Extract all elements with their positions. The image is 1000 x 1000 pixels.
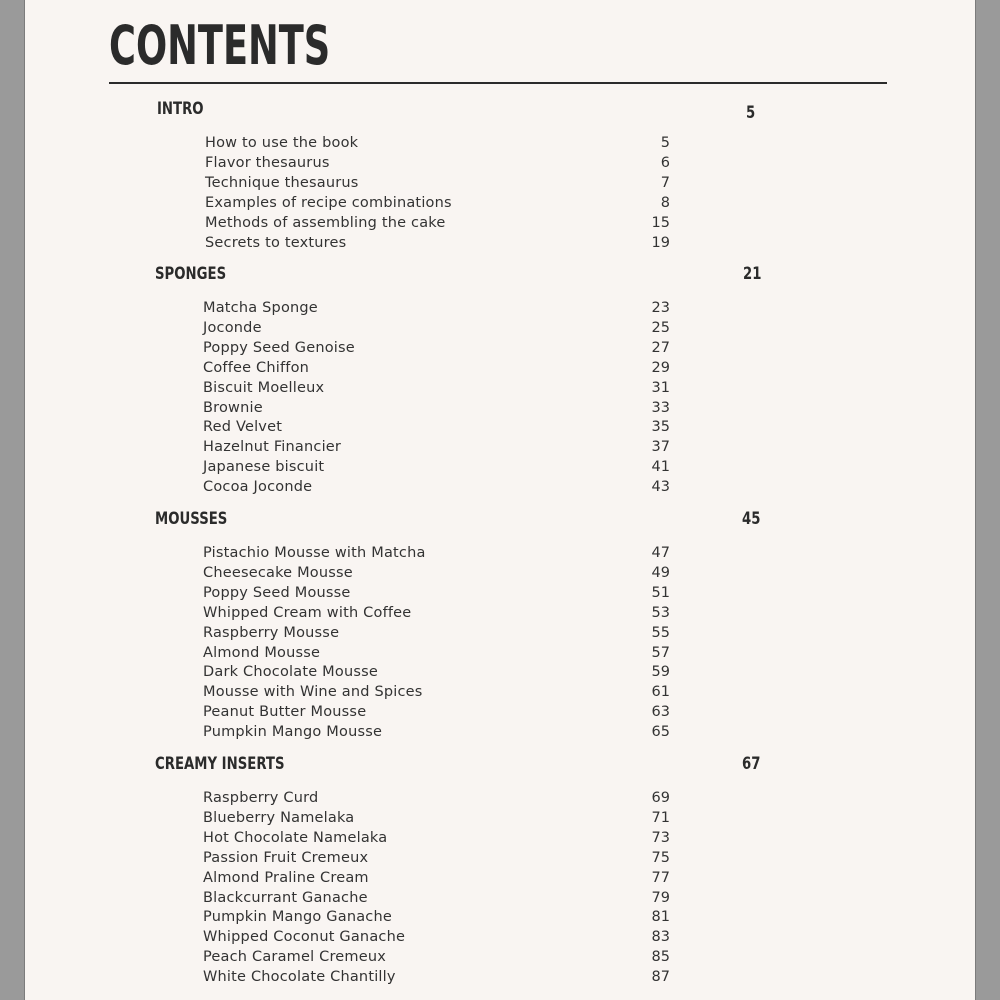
toc-entry-page-number: 25 (651, 319, 670, 336)
toc-entry-title: Dark Chocolate Mousse (203, 664, 378, 681)
toc-entry (203, 662, 670, 682)
toc-entry-page-number: 8 (660, 194, 670, 211)
toc-entry (203, 338, 670, 358)
toc-entry-page-number: 7 (660, 174, 670, 191)
toc-entry-title: Passion Fruit Cremeux (203, 849, 369, 866)
toc-entry-page-number: 23 (651, 300, 670, 316)
toc-entry (203, 888, 670, 908)
toc-entry-title: Raspberry Mousse (203, 624, 340, 641)
toc-entry-page-number: 75 (651, 849, 670, 866)
toc-entry-title: Japanese biscuit (203, 459, 325, 476)
toc-entry (203, 543, 670, 563)
toc-entry-page-number: 31 (651, 379, 670, 396)
toc-entry-title: Whipped Cream with Coffee (203, 604, 412, 621)
toc-entry (205, 213, 670, 233)
toc-entry (205, 153, 670, 173)
toc-entry-page-number: 49 (651, 564, 670, 581)
toc-entry-title: Examples of recipe combinations (205, 194, 452, 211)
toc-entry-title: Almond Praline Cream (203, 869, 369, 886)
toc-entry-page-number: 63 (651, 704, 670, 721)
toc-entry-page-number: 29 (651, 359, 670, 376)
section-heading-intro: INTRO (157, 99, 204, 119)
toc-entry-page-number: 57 (651, 644, 670, 661)
toc-entry-title: Pumpkin Mango Ganache (203, 909, 392, 926)
toc-entry-page-number: 55 (651, 624, 670, 641)
toc-entry-page-number: 41 (651, 459, 670, 476)
toc-entry-page-number: 51 (651, 584, 670, 601)
toc-entry-page-number: 71 (651, 809, 670, 826)
toc-entry-title: Peanut Butter Mousse (203, 704, 367, 721)
toc-entry-title: Coffee Chiffon (203, 359, 310, 376)
toc-entry (203, 358, 670, 378)
toc-entry (203, 947, 670, 967)
toc-entry-title: Cheesecake Mousse (203, 564, 353, 581)
toc-entry-title: Almond Mousse (203, 644, 321, 661)
toc-entry-page-number: 35 (651, 419, 670, 436)
toc-entry-title: Brownie (203, 399, 263, 416)
toc-entry-page-number: 15 (651, 214, 670, 231)
section-page-number-sponges: 21 (743, 264, 762, 284)
toc-entry-page-number: 69 (651, 790, 670, 806)
toc-entry-page-number: 65 (651, 724, 670, 741)
toc-entry (205, 233, 670, 253)
toc-entry-title: Blueberry Namelaka (203, 809, 355, 826)
toc-entry-title: How to use the book (205, 135, 359, 151)
section-page-number-creamy-inserts: 67 (742, 754, 761, 774)
toc-entry (203, 563, 670, 583)
toc-entry (203, 378, 670, 398)
toc-entry (203, 828, 670, 848)
toc-entry (203, 623, 670, 643)
toc-entry (203, 437, 670, 457)
toc-entry-page-number: 33 (651, 399, 670, 416)
toc-entry (203, 682, 670, 702)
toc-entry-page-number: 83 (651, 929, 670, 946)
toc-entry (203, 722, 670, 742)
toc-entry (203, 398, 670, 418)
toc-entry-page-number: 73 (651, 829, 670, 846)
section-page-number-intro: 5 (746, 103, 756, 123)
toc-entry-page-number: 5 (660, 135, 670, 151)
toc-entry (203, 788, 670, 808)
toc-entry-title: White Chocolate Chantilly (203, 969, 396, 986)
toc-entry (203, 417, 670, 437)
toc-entry (203, 848, 670, 868)
toc-entry-page-number: 79 (651, 889, 670, 906)
toc-entry-title: Hazelnut Financier (203, 439, 342, 456)
toc-entry-page-number: 85 (651, 949, 670, 966)
toc-entry (205, 173, 670, 193)
section-heading-sponges: SPONGES (155, 264, 227, 284)
toc-entry (203, 868, 670, 888)
toc-entry-page-number: 47 (651, 545, 670, 561)
book-page (24, 0, 976, 1000)
toc-entry-title: Flavor thesaurus (205, 154, 330, 171)
toc-entry (205, 193, 670, 213)
toc-entry (203, 967, 670, 987)
toc-entry-title: Biscuit Moelleux (203, 379, 325, 396)
toc-entry-title: Methods of assembling the cake (205, 214, 446, 231)
section-page-number-mousses: 45 (742, 509, 761, 529)
toc-entry-page-number: 27 (651, 339, 670, 356)
toc-entry (203, 907, 670, 927)
toc-entry-page-number: 53 (651, 604, 670, 621)
toc-entry-page-number: 81 (651, 909, 670, 926)
toc-entry-title: Matcha Sponge (203, 300, 318, 316)
toc-entry (203, 603, 670, 623)
toc-entry-page-number: 43 (651, 479, 670, 496)
toc-entry-page-number: 87 (651, 969, 670, 986)
toc-entry-title: Poppy Seed Genoise (203, 339, 355, 356)
toc-entry (203, 318, 670, 338)
section-heading-creamy-inserts: CREAMY INSERTS (155, 754, 285, 774)
toc-entry-page-number: 6 (660, 154, 670, 171)
toc-entry-page-number: 59 (651, 664, 670, 681)
toc-entry-title: Raspberry Curd (203, 790, 319, 806)
toc-entry-title: Hot Chocolate Namelaka (203, 829, 388, 846)
toc-entry-page-number: 61 (651, 684, 670, 701)
toc-entry (205, 133, 670, 153)
toc-entry (203, 927, 670, 947)
toc-entry (203, 643, 670, 663)
toc-entry (203, 808, 670, 828)
toc-entry-page-number: 37 (651, 439, 670, 456)
page-title: CONTENTS (109, 14, 331, 77)
toc-entry-title: Joconde (203, 319, 262, 336)
toc-entry (203, 457, 670, 477)
toc-entry-page-number: 19 (651, 234, 670, 251)
title-divider (109, 82, 887, 84)
toc-entry-title: Peach Caramel Cremeux (203, 949, 387, 966)
toc-entry-title: Whipped Coconut Ganache (203, 929, 406, 946)
toc-entry (203, 477, 670, 497)
toc-entry (203, 702, 670, 722)
toc-entry (203, 583, 670, 603)
toc-entry-page-number: 77 (651, 869, 670, 886)
toc-entry-title: Poppy Seed Mousse (203, 584, 351, 601)
toc-entry-title: Pumpkin Mango Mousse (203, 724, 383, 741)
toc-entry-title: Mousse with Wine and Spices (203, 684, 423, 701)
toc-entry-title: Pistachio Mousse with Matcha (203, 545, 426, 561)
toc-entry-title: Technique thesaurus (205, 174, 359, 191)
section-heading-mousses: MOUSSES (155, 509, 228, 529)
toc-entry-title: Red Velvet (203, 419, 283, 436)
toc-entry-title: Blackcurrant Ganache (203, 889, 368, 906)
toc-entry (203, 298, 670, 318)
toc-entry-title: Secrets to textures (205, 234, 347, 251)
toc-entry-title: Cocoa Joconde (203, 479, 313, 496)
